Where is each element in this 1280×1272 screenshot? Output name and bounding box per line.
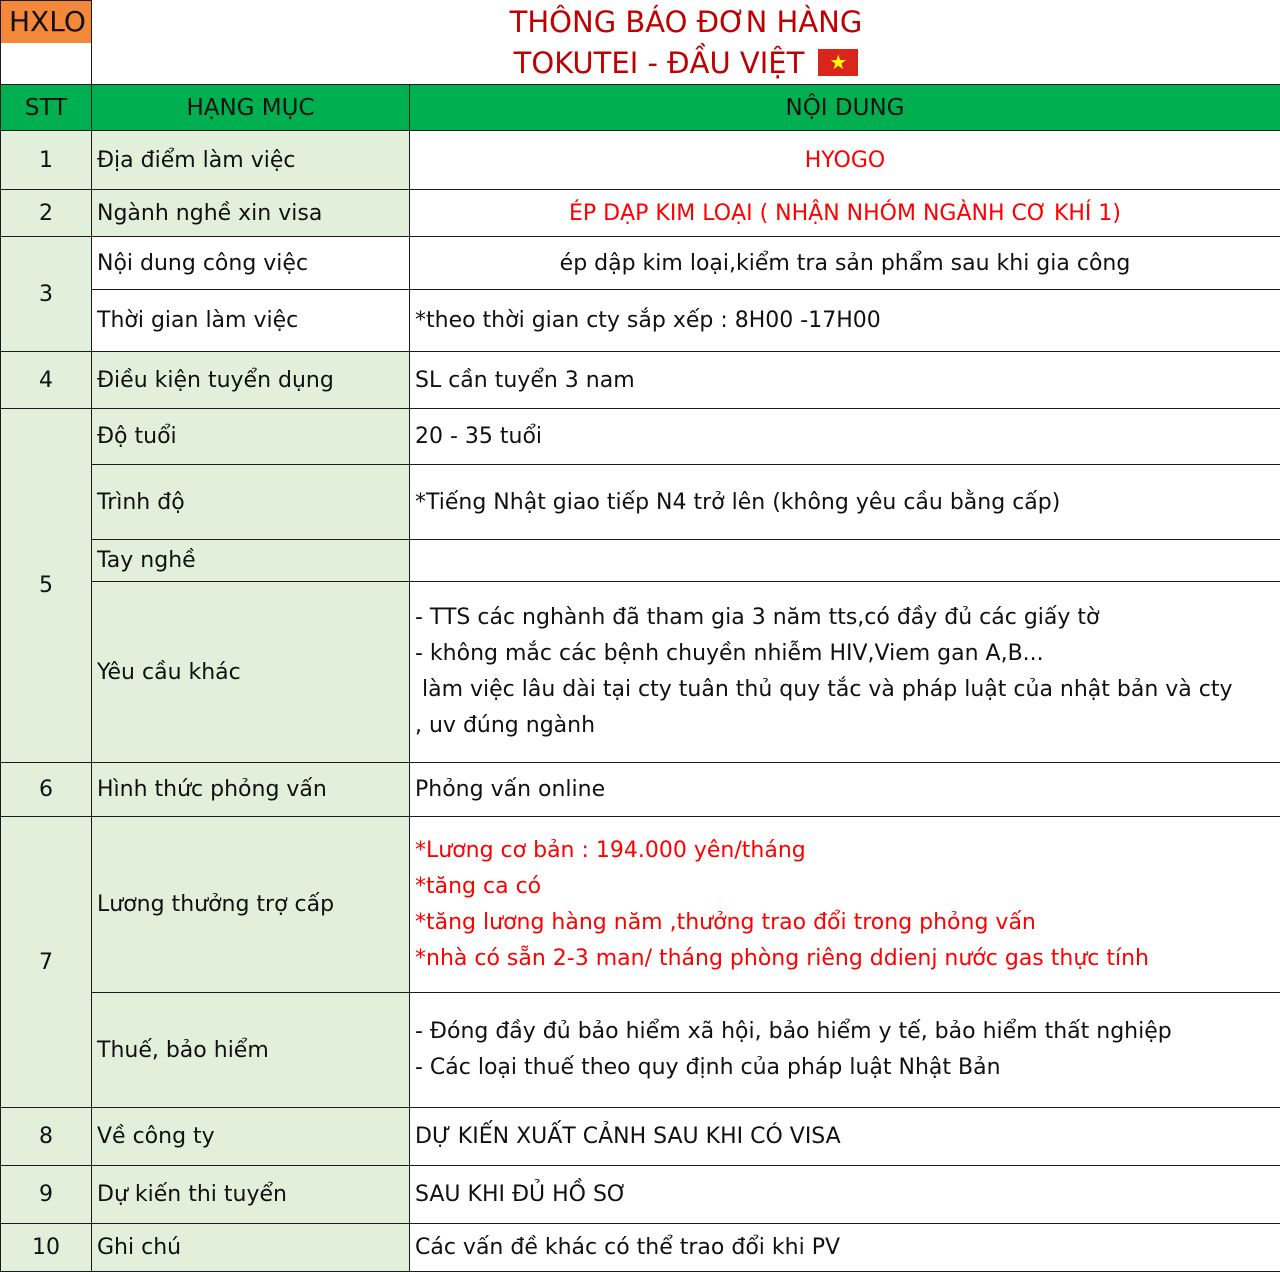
row-value: 20 - 35 tuổi: [410, 409, 1280, 465]
table-row: [1, 465, 1280, 540]
row-label: Dự kiến thi tuyển: [92, 1166, 410, 1224]
table-row: [1, 290, 1280, 352]
vietnam-flag-icon: ★: [818, 49, 858, 76]
row-value: DỰ KIẾN XUẤT CẢNH SAU KHI CÓ VISA: [410, 1108, 1280, 1166]
row-label: Điều kiện tuyển dụng: [92, 352, 410, 409]
table-row: [1, 131, 1280, 190]
row-label: Ngành nghề xin visa: [92, 190, 410, 237]
row-value: [410, 540, 1280, 582]
row-value: [410, 582, 1280, 763]
row-number: 6: [1, 763, 92, 817]
table-row: [1, 540, 1280, 582]
row-label: Yêu cầu khác: [92, 582, 410, 763]
row-number: 3: [1, 237, 92, 352]
page-title: THÔNG BÁO ĐƠN HÀNG: [92, 1, 1280, 43]
list-item: làm việc lâu dài tại cty tuân thủ quy tắc và pháp luật của nhật bản và cty: [415, 672, 1275, 708]
row-value: Phỏng vấn online: [410, 763, 1280, 817]
row-label: Ghi chú: [92, 1224, 410, 1272]
table-row: [1, 352, 1280, 409]
list-item: *Lương cơ bản : 194.000 yên/tháng: [415, 833, 1275, 869]
row-value: SAU KHI ĐỦ HỒ SƠ: [410, 1166, 1280, 1224]
table-row: [1, 1166, 1280, 1224]
table-row: [1, 993, 1280, 1108]
row-number: 5: [1, 409, 92, 763]
table-row: [1, 582, 1280, 763]
header-category: HẠNG MỤC: [92, 85, 410, 131]
list-item: *tăng lương hàng năm ,thưởng trao đổi trong phỏng vấn: [415, 905, 1275, 941]
row-label: Độ tuổi: [92, 409, 410, 465]
table-row: [1, 817, 1280, 993]
row-value: SL cần tuyển 3 nam: [410, 352, 1280, 409]
row-value: *Tiếng Nhật giao tiếp N4 trở lên (không yêu cầu bằng cấp): [410, 465, 1280, 540]
table-row: [1, 1108, 1280, 1166]
table-row: [1, 190, 1280, 237]
row-label: Trình độ: [92, 465, 410, 540]
table-row: [1, 763, 1280, 817]
row-label: Thời gian làm việc: [92, 290, 410, 352]
subtitle-text: TOKUTEI - ĐẦU VIỆT: [514, 46, 805, 80]
blank-cell: [1, 43, 92, 85]
list-item: - không mắc các bệnh chuyền nhiễm HIV,Viem gan A,B...: [415, 636, 1275, 672]
table-row: [1, 1224, 1280, 1272]
row-number: 1: [1, 131, 92, 190]
row-value: ÉP DẠP KIM LOẠI ( NHẬN NHÓM NGÀNH CƠ KHÍ 1): [410, 190, 1280, 237]
list-item: , uv đúng ngành: [415, 708, 1275, 744]
row-label: Hình thức phỏng vấn: [92, 763, 410, 817]
row-number: 10: [1, 1224, 92, 1272]
row-label: Thuế, bảo hiểm: [92, 993, 410, 1108]
row-number: 9: [1, 1166, 92, 1224]
row-number: 8: [1, 1108, 92, 1166]
row-label: Về công ty: [92, 1108, 410, 1166]
header-stt: STT: [1, 85, 92, 131]
list-item: *tăng ca có: [415, 869, 1275, 905]
list-item: *nhà có sẵn 2-3 man/ tháng phòng riêng ddienj nước gas thực tính: [415, 941, 1275, 977]
row-label: Lương thưởng trợ cấp: [92, 817, 410, 993]
page-subtitle: [92, 43, 1280, 85]
row-label: Nội dung công việc: [92, 237, 410, 290]
row-label: Tay nghề: [92, 540, 410, 582]
table-row: [1, 409, 1280, 465]
row-value: Các vấn đề khác có thể trao đổi khi PV: [410, 1224, 1280, 1272]
row-number: 2: [1, 190, 92, 237]
row-value: [410, 993, 1280, 1108]
list-item: - Đóng đầy đủ bảo hiểm xã hội, bảo hiểm y tế, bảo hiểm thất nghiệp: [415, 1014, 1275, 1050]
row-number: 7: [1, 817, 92, 1108]
row-number: 4: [1, 352, 92, 409]
row-value: HYOGO: [410, 131, 1280, 190]
header-content: NỘI DUNG: [410, 85, 1280, 131]
table-row: [1, 237, 1280, 290]
row-value: *theo thời gian cty sắp xếp : 8H00 -17H00: [410, 290, 1280, 352]
list-item: - TTS các nghành đã tham gia 3 năm tts,có đầy đủ các giấy tờ: [415, 600, 1275, 636]
list-item: - Các loại thuế theo quy định của pháp luật Nhật Bản: [415, 1050, 1275, 1086]
row-label: Địa điểm làm việc: [92, 131, 410, 190]
company-logo: HXLO: [1, 1, 92, 43]
row-value: ép dập kim loại,kiểm tra sản phẩm sau khi gia công: [410, 237, 1280, 290]
row-value: [410, 817, 1280, 993]
